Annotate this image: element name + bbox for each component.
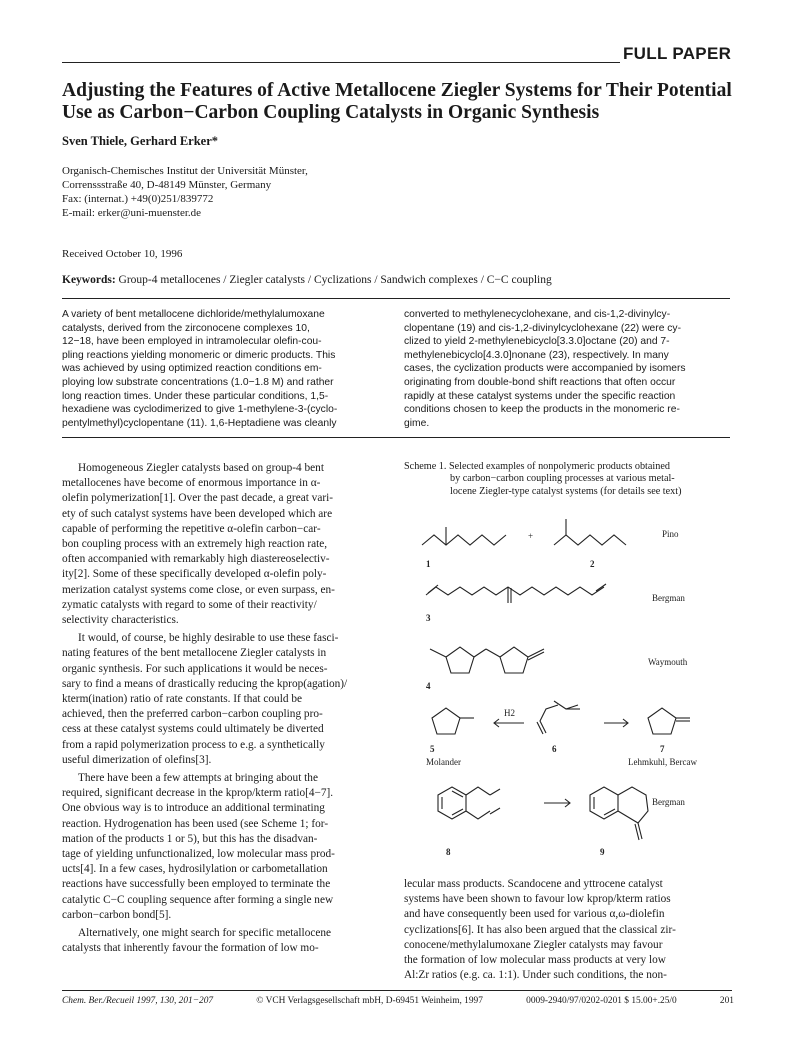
received-date: Received October 10, 1996 — [62, 248, 183, 260]
abstract-line: pling reactions yielding monomeric or dimeric products. This — [62, 349, 336, 361]
compound-6-skeleton — [540, 705, 558, 733]
body-line: nating features of the bent metallocene Ziegler catalysts in — [62, 647, 327, 660]
abstract-line: originating from double-bond shift reactions that often occur — [404, 376, 676, 388]
caption-line: by carbon−carbon coupling processes at various metal- — [450, 473, 675, 485]
body-line: capable of performing the repetitive α-olefin carbon−car- — [62, 522, 321, 535]
abstract-line: long reaction times. Under these particular conditions, 1,5- — [62, 390, 329, 402]
body-line: lecular mass products. Scandocene and yttrocene catalyst — [404, 878, 663, 890]
authors: Sven Thiele, Gerhard Erker* — [62, 134, 219, 148]
body-line: cess at these catalyst systems could ultimately be diverted — [62, 723, 324, 736]
compound-1-skeleton — [422, 535, 506, 545]
body-line: ucts[4]. In a few cases, hydrosilylation or carbometallation — [62, 863, 328, 876]
body-line: ity[2]. Some of these specifically developed α-olefin poly- — [62, 568, 327, 581]
body-line: There have been a few attempts at bringing about the — [78, 772, 318, 785]
scheme-name-bergman-2: Bergman — [652, 797, 685, 807]
body-line: Homogeneous Ziegler catalysts based on group-4 bent — [78, 462, 324, 474]
scheme-label-3: 3 — [426, 613, 431, 623]
footer-code: 0009-2940/97/0202-0201 $ 15.00+.25/0 — [526, 996, 677, 1006]
footer-page: 201 — [719, 996, 734, 1006]
scheme-label-7: 7 — [660, 744, 665, 754]
body-line: Al:Zr ratios (e.g. ca. 1:1). Under such conditions, the non- — [404, 969, 667, 982]
scheme-1-structures — [404, 505, 734, 860]
title-line-2: Use as Carbon−Carbon Coupling Catalysts in Organic Synthesis — [62, 102, 600, 123]
scheme-name-waymouth: Waymouth — [648, 657, 688, 667]
body-line: and have consequently been used for various α,ω-diolefin — [404, 908, 665, 921]
body-line: metallocenes have become of enormous importance in α- — [62, 477, 321, 490]
article-title — [62, 80, 742, 124]
abstract-line: clopentane (19) and cis-1,2-divinylcyclohexane (22) were cy- — [404, 322, 682, 334]
abstract-bottom-rule — [62, 437, 730, 438]
footer-journal: Chem. Ber./Recueil 1997, 130, 201−207 — [62, 996, 214, 1006]
abstract-line: clized to yield 2-methylenebicyclo[3.3.0]octane (20) and 7- — [404, 336, 670, 348]
compound-7-ring — [648, 708, 676, 734]
abstract-line: pentylmethyl)cyclopentane (11). 1,6-Heptadiene was cleanly — [62, 417, 337, 429]
body-line: catalytic C−C coupling sequence after forming a single new — [62, 893, 334, 906]
affiliation-line: Correnssstraße 40, D-48149 Münster, Germany — [62, 179, 272, 191]
keywords — [62, 274, 752, 286]
abstract-line: catalysts, derived from the zirconocene complexes 10, — [62, 322, 310, 334]
abstract-line: A variety of bent metallocene dichloride/methylalumoxane — [62, 309, 325, 320]
body-line: achieved, then the preferred carbon−carbon coupling pro- — [62, 708, 323, 721]
body-line: required, significant decrease in the kprop/kterm ratio[4−7]. — [62, 787, 334, 800]
scheme-name-bergman: Bergman — [652, 593, 685, 603]
body-line: olefin polymerization[1]. Over the past decade, a great vari- — [62, 492, 334, 505]
abstract-line: 12−18, have been employed in intramolecular olefin-cou- — [62, 336, 322, 348]
compound-4-ring-b — [500, 647, 528, 673]
abstract-line: converted to methylenecyclohexane, and cis-1,2-divinylcy- — [404, 309, 671, 320]
scheme-name-pino: Pino — [662, 529, 679, 539]
affiliation-line: E-mail: erker@uni-muenster.de — [62, 207, 202, 219]
footer-rule — [62, 990, 732, 991]
scheme-name-molander: Molander — [426, 757, 461, 767]
body-line: reactions have successfully been employed to terminate the — [62, 878, 331, 891]
body-right-column — [404, 877, 734, 983]
body-line: cyclizations[6]. It has also been argued that the classical zir- — [404, 923, 676, 936]
body-line: the formation of low molecular mass products at very low — [404, 954, 666, 967]
compound-3-skeleton — [426, 587, 604, 595]
body-left-column — [62, 461, 394, 957]
compound-5-ring — [432, 708, 460, 734]
compound-2-skeleton — [554, 535, 626, 545]
body-line: useful dimerization of olefins[3]. — [62, 753, 212, 766]
scheme-plus: + — [528, 531, 534, 541]
scheme-label-1: 1 — [426, 559, 431, 569]
abstract-line: hexadiene was cyclodimerized to give 1-methylene-3-(cyclo- — [62, 404, 338, 416]
abstract-line: was achieved by using optimized reaction conditions em- — [62, 363, 322, 375]
scheme-caption — [404, 461, 734, 498]
body-line: tage of yielding unfunctionalized, low molecular mass prod- — [62, 848, 335, 861]
header-rule — [62, 62, 620, 63]
body-line: zymatic catalysts with regard to some of their reactivity/ — [62, 598, 317, 611]
affiliation — [62, 164, 308, 220]
body-line: from a rapid polymerization process to e.g. a synthetically — [62, 738, 325, 751]
body-line: reaction. Hydrogenation has been used (see Scheme 1; for- — [62, 817, 329, 830]
body-line: organic synthesis. For such applications it would be neces- — [62, 662, 328, 675]
title-line-1: Adjusting the Features of Active Metallocene Ziegler Systems for Their Potential — [62, 80, 732, 101]
body-line: sary to find a means of drastically reducing the kprop(agation)/ — [62, 677, 348, 690]
scheme-label-5: 5 — [430, 744, 435, 754]
scheme-label-8: 8 — [446, 847, 451, 857]
abstract-line: rapidly at these catalyst systems under the specific reaction — [404, 390, 676, 402]
scheme-label-4: 4 — [426, 681, 431, 691]
abstract-line: gime. — [404, 417, 430, 429]
scheme-label-6: 6 — [552, 744, 557, 754]
abstract-col-1 — [62, 308, 394, 430]
body-line: kterm(ination) ratio of rate constants. If that could be — [62, 693, 302, 706]
compound-4-ring-a — [446, 647, 474, 673]
body-line: mation of the products 1 or 5), but this has the disadvan- — [62, 832, 318, 845]
body-line: catalysts that inherently favour the formation of low mo- — [62, 942, 319, 955]
body-line: often accompanied with remarkably high diastereoselectiv- — [62, 553, 330, 566]
footer-publisher: © VCH Verlagsgesellschaft mbH, D-69451 Weinheim, 1997 — [256, 996, 483, 1006]
abstract-line: methylenebicyclo[4.3.0]nonane (23), respectively. In many — [404, 349, 669, 361]
body-line: systems have been shown to favour low kprop/kterm ratios — [404, 893, 671, 906]
body-line: merization catalyst systems come close, or even surpass, en- — [62, 583, 335, 596]
footer — [62, 996, 734, 1006]
section-label: FULL PAPER — [623, 44, 732, 63]
scheme-label-9: 9 — [600, 847, 605, 857]
keywords-label: Keywords: — [62, 274, 116, 286]
abstract-line: conditions chosen to keep the products in the monomeric re- — [404, 404, 680, 416]
body-line: Alternatively, one might search for specific metallocene — [78, 927, 332, 940]
abstract-col-2 — [404, 308, 732, 430]
affiliation-line: Organisch-Chemisches Institut der Universität Münster, — [62, 165, 308, 177]
abstract-line: cases, the cyclization products were accompanied by isomers — [404, 363, 686, 375]
body-line: selectivity characteristics. — [62, 614, 179, 627]
scheme-h2: H2 — [504, 708, 515, 718]
scheme-name-lehmkuhl-bercaw: Lehmkuhl, Bercaw — [628, 757, 697, 767]
affiliation-line: Fax: (internat.) +49(0)251/839772 — [62, 193, 214, 205]
body-line: It would, of course, be highly desirable to use these fasci- — [78, 632, 339, 645]
body-line: ety of such catalyst systems have been developed which are — [62, 507, 333, 520]
abstract-top-rule — [62, 298, 730, 299]
abstract-line: ploying low substrate concentrations (1.0−1.8 M) and rather — [62, 376, 334, 388]
body-line: One obvious way is to introduce an additional terminating — [62, 802, 325, 815]
caption-line: locene Ziegler-type catalyst systems (for details see text) — [450, 485, 682, 497]
body-line: carbon−carbon bond[5]. — [62, 908, 172, 921]
keywords-text: Group-4 metallocenes / Ziegler catalysts / Cyclizations / Sandwich complexes / C−C coupling — [118, 274, 552, 286]
body-line: conocene/methylalumoxane Ziegler catalysts may favour — [404, 938, 663, 951]
compound-9-ring — [618, 787, 648, 823]
body-line: bon coupling process with an extremely high reaction rate, — [62, 538, 328, 551]
caption-line: Scheme 1. Selected examples of nonpolymeric products obtained — [404, 461, 670, 472]
scheme-label-2: 2 — [590, 559, 595, 569]
